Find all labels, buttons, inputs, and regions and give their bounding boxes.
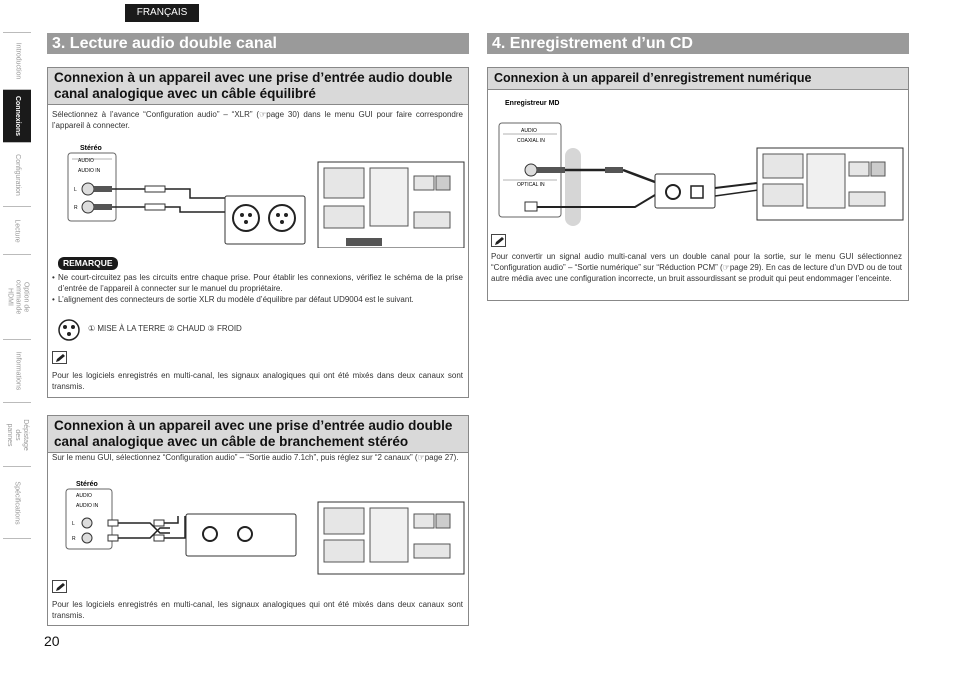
audio-label: AUDIO [521, 128, 537, 134]
audio-label: AUDIO [78, 158, 94, 164]
side-nav [3, 32, 31, 525]
r-label: R [72, 536, 76, 542]
nav-label: Introduction [14, 42, 21, 80]
l-label: L [74, 187, 77, 193]
r-jack [82, 201, 94, 213]
section-intro: Sur le menu GUI, sélectionnez “Configuration audio” – “Sortie audio 7.1ch”, puis réglez sur “2 canaux” (☞page 27). [52, 453, 459, 462]
audio-label: AUDIO [76, 493, 92, 499]
cable-connector-l [145, 186, 165, 192]
section-title: Connexion à un appareil avec une prise d’entrée audio double canal analogique avec un câble équilibré [48, 68, 468, 105]
digital-output-panel [655, 174, 715, 208]
nav-item-hdmi[interactable] [3, 255, 31, 340]
note-pencil-icon [52, 351, 67, 364]
nav-label: Spécifications [14, 480, 22, 525]
optical-label: OPTICAL IN [517, 182, 545, 188]
nav-item-introduction[interactable] [3, 33, 31, 90]
rca-out-r [238, 527, 252, 541]
remarque-badge: REMARQUE [58, 257, 118, 270]
nav-item-connexions[interactable] [3, 90, 31, 143]
diagram-balanced-connection [60, 140, 465, 248]
rca-out-l [203, 527, 217, 541]
remarque-bullet-1: • Ne court-circuitez pas les circuits entre chaque prise. Pour établir les connexions, vérifiez le schéma de la prise d’entrée de l’appareil à connecter sur le manuel du propriétaire. [52, 272, 463, 294]
optical-jack [525, 202, 537, 211]
r-jack [82, 533, 92, 543]
cable-plug-r [94, 204, 112, 210]
l-label: L [72, 521, 75, 527]
nav-item-configuration[interactable] [3, 143, 31, 207]
section-note: Pour les logiciels enregistrés en multi-canal, les signaux analogiques qui ont été mixés dans deux canaux sont transmis. [52, 600, 463, 620]
nav-item-depistage[interactable] [3, 403, 31, 467]
l-jack [82, 518, 92, 528]
nav-item-specifications[interactable] [3, 467, 31, 539]
audio-in-label: AUDIO IN [76, 503, 99, 509]
chapter-title-right: 4. Enregistrement d’un CD [487, 33, 909, 54]
diagram-stereo-connection [60, 478, 465, 576]
xlr-connector-r [269, 205, 295, 231]
nav-label: Dépistage des pannes [6, 418, 29, 451]
nav-item-lecture[interactable] [3, 207, 31, 255]
md-recorder-label: Enregistreur MD [505, 100, 560, 107]
l-jack [82, 183, 94, 195]
pin-legend: ① MISE À LA TERRE ② CHAUD ③ FROID [88, 324, 242, 333]
coaxial-label: COAXIAL IN [517, 138, 545, 144]
page-number: 20 [44, 633, 60, 649]
chapter-title-left: 3. Lecture audio double canal [47, 33, 469, 54]
section-title: Connexion à un appareil avec une prise d’entrée audio double canal analogique avec un câble de branchement stéréo [48, 416, 468, 453]
diagram-digital-connection [495, 96, 905, 226]
nav-label: Option de commande HDMI [6, 279, 29, 315]
stereo-label: Stéréo [80, 145, 102, 152]
nav-label: Configuration [14, 153, 22, 196]
remarque-bullet-2: • L’alignement des connecteurs de sortie XLR du modèle d’équilibre par défaut UD9004 est le suivant. [52, 294, 463, 305]
nav-label: Lecture [13, 218, 21, 243]
section-title: Connexion à un appareil d’enregistrement numérique [488, 68, 908, 90]
note-pencil-icon [52, 580, 67, 593]
cable-plug-l [94, 186, 112, 192]
xlr-pin-icon [56, 318, 82, 342]
section-intro: Sélectionnez à l’avance “Configuration audio” – “XLR” (☞page 30) dans le menu GUI pour faire correspondre l’appareil à connecter. [52, 110, 463, 130]
nav-label: Informations [14, 351, 21, 391]
cable-connector-r [145, 204, 165, 210]
nav-item-informations[interactable] [3, 340, 31, 403]
coaxial-jack [525, 164, 537, 176]
r-label: R [74, 205, 78, 211]
xlr-connector-l [233, 205, 259, 231]
section-note: Pour convertir un signal audio multi-canal vers un double canal pour la sortie, sur le menu GUI sélectionnez “Configuration audio” – “Sortie numérique” sur “Réduction PCM” (☞page 29). En cas de lecture d’un DVD ou de tout autre média avec une configuration incorrecte, un bruit assourdissant se produit qui peut endommager l’enceinte. [491, 252, 902, 283]
stereo-label: Stéréo [76, 481, 98, 488]
audio-in-label: AUDIO IN [78, 168, 101, 174]
nav-label: Connexions [14, 95, 21, 137]
note-pencil-icon [491, 234, 506, 247]
section-note: Pour les logiciels enregistrés en multi-canal, les signaux analogiques qui ont été mixés dans deux canaux sont transmis. [52, 371, 463, 391]
language-tab[interactable]: FRANÇAIS [125, 4, 199, 22]
